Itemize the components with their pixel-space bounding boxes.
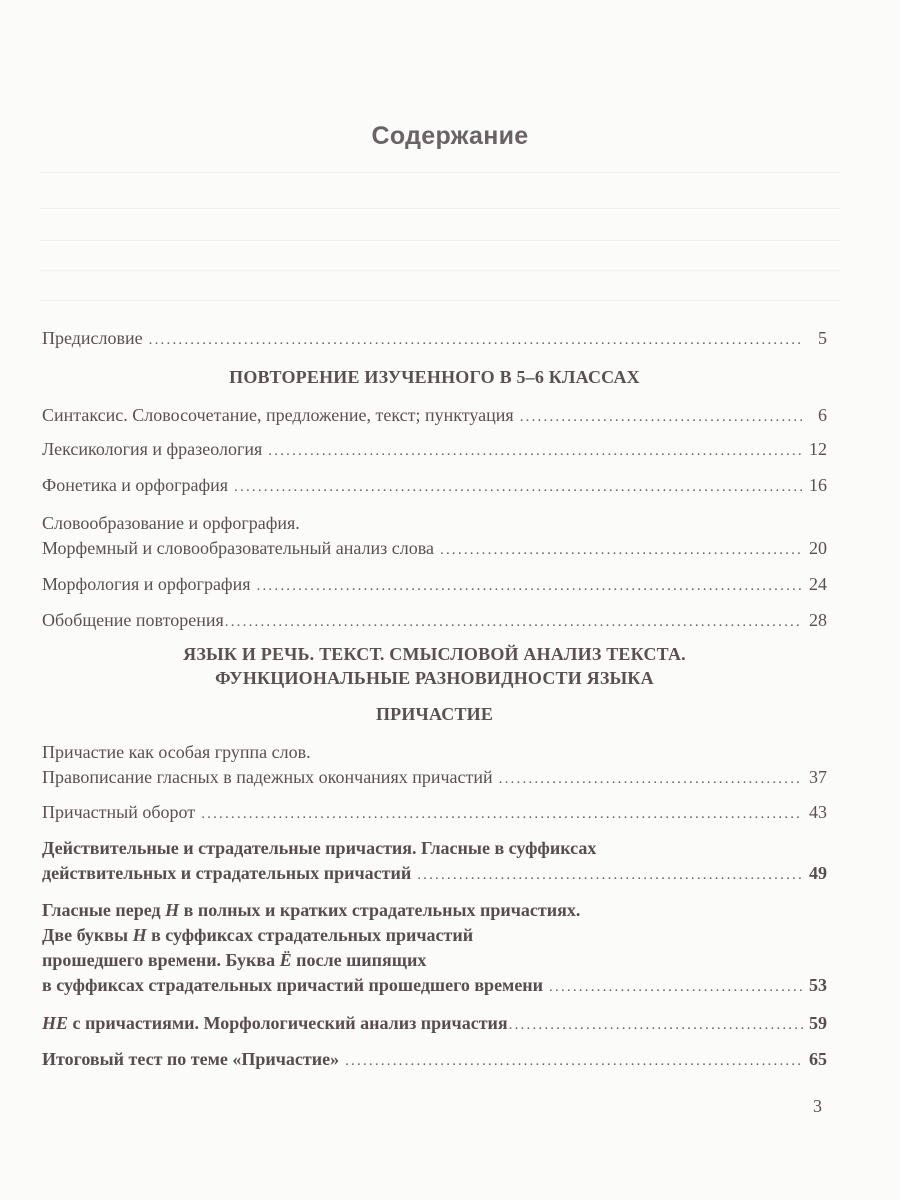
toc-entry-title: Обобщение повторения	[42, 610, 224, 630]
toc-entry-final-test[interactable]	[42, 1047, 827, 1074]
leader-dots	[440, 538, 803, 563]
page-title: Содержание	[371, 122, 529, 150]
toc-entry-title-line2: Две буквы Н в суффиксах страдательных причастий	[42, 925, 474, 945]
bleed-through-line	[40, 300, 840, 301]
toc-entry-title: Итоговый тест по теме «Причастие»	[42, 1049, 340, 1069]
toc-page-number: 49	[809, 863, 827, 883]
toc-entry-word-formation[interactable]	[42, 511, 827, 563]
toc-page-number: 6	[818, 405, 827, 425]
toc-entry-title-line1: Причастие как особая группа слов.	[42, 742, 311, 762]
toc-entry-title: Лексикология и фразеология	[42, 439, 263, 459]
toc-entry-title-line3: прошедшего времени. Буква Ё после шипящих	[42, 950, 427, 970]
toc-entry-title-line2: Морфемный и словообразовательный анализ слова	[42, 538, 435, 558]
section-heading-language-line1: ЯЗЫК И РЕЧЬ. ТЕКСТ. СМЫСЛОВОЙ АНАЛИЗ ТЕКСТА.	[183, 644, 686, 664]
toc-page-number: 28	[809, 610, 827, 630]
letter-n: Н	[165, 900, 180, 920]
page-folio-number: 3	[813, 1096, 822, 1116]
leader-dots	[520, 405, 803, 430]
toc-entry-phonetics[interactable]	[42, 473, 827, 500]
toc-entry-vowels-before-n[interactable]	[42, 898, 827, 1000]
toc-entry-title: Синтаксис. Словосочетание, предложение, текст; пунктуация	[42, 405, 514, 425]
section-heading-participle: ПРИЧАСТИЕ	[375, 704, 494, 724]
toc-entry-title: Причастный оборот	[42, 802, 196, 822]
toc-entry-title: Предисловие	[42, 328, 143, 348]
toc-page-number: 24	[809, 574, 827, 594]
toc-page-number: 43	[809, 802, 827, 822]
leader-dots	[345, 1049, 803, 1074]
toc-entry-review-summary[interactable]	[42, 608, 827, 635]
leader-dots	[201, 802, 803, 827]
letter-n: Н	[132, 925, 147, 945]
toc-entry-title-line2: действительных и страдательных причастий	[42, 863, 412, 883]
leader-dots	[225, 610, 803, 635]
toc-entry-title-line1: Словообразование и орфография.	[42, 513, 300, 533]
toc-page-number: 5	[818, 328, 827, 348]
toc-page-number: 20	[809, 538, 827, 558]
leader-dots	[509, 1013, 803, 1038]
toc-entry-title: Морфология и орфография	[42, 574, 251, 594]
toc-page-number: 12	[809, 439, 827, 459]
toc-entry-lexicology[interactable]	[42, 437, 827, 464]
leader-dots	[149, 328, 803, 353]
toc-entry-participial-phrase[interactable]	[42, 800, 827, 827]
leader-dots	[417, 863, 803, 888]
toc-entry-title: НЕ с причастиями. Морфологический анализ причастия	[42, 1013, 508, 1033]
toc-page-number: 59	[809, 1013, 827, 1033]
leader-dots	[549, 975, 803, 1000]
toc-entry-title-line1: Действительные и страдательные причастия. Гласные в суффиксах	[42, 838, 597, 858]
toc-entry-active-passive[interactable]	[42, 836, 827, 888]
toc-entry-participle-intro[interactable]	[42, 740, 827, 792]
letter-yo: Ё	[279, 950, 292, 970]
toc-page-number: 16	[809, 475, 827, 495]
toc-entry-title: Фонетика и орфография	[42, 475, 229, 495]
toc-page-number: 53	[809, 975, 827, 995]
leader-dots	[268, 439, 803, 464]
toc-entry-syntax[interactable]	[42, 403, 827, 430]
toc-entry-preface[interactable]	[42, 326, 827, 353]
toc-entry-ne-with-participles[interactable]	[42, 1011, 827, 1038]
bleed-through-line	[40, 240, 840, 241]
section-heading-language-line2: ФУНКЦИОНАЛЬНЫЕ РАЗНОВИДНОСТИ ЯЗЫКА	[215, 668, 654, 688]
bleed-through-line	[40, 208, 840, 209]
toc-page-number: 65	[809, 1049, 827, 1069]
toc-page-number: 37	[809, 767, 827, 787]
toc-entry-title-line1: Гласные перед Н в полных и кратких страдательных причастиях.	[42, 900, 581, 920]
leader-dots	[499, 767, 803, 792]
bleed-through-line	[40, 172, 840, 173]
toc-entry-morphology[interactable]	[42, 572, 827, 599]
bleed-through-line	[40, 270, 840, 271]
toc-entry-title-line2: Правописание гласных в падежных окончаниях причастий	[42, 767, 493, 787]
toc-entry-title-line4: в суффиксах страдательных причастий прошедшего времени	[42, 975, 544, 995]
particle-ne: НЕ	[42, 1013, 69, 1033]
section-heading-review: ПОВТОРЕНИЕ ИЗУЧЕННОГО В 5–6 КЛАССАХ	[229, 367, 640, 387]
leader-dots	[234, 475, 803, 500]
leader-dots	[257, 574, 803, 599]
